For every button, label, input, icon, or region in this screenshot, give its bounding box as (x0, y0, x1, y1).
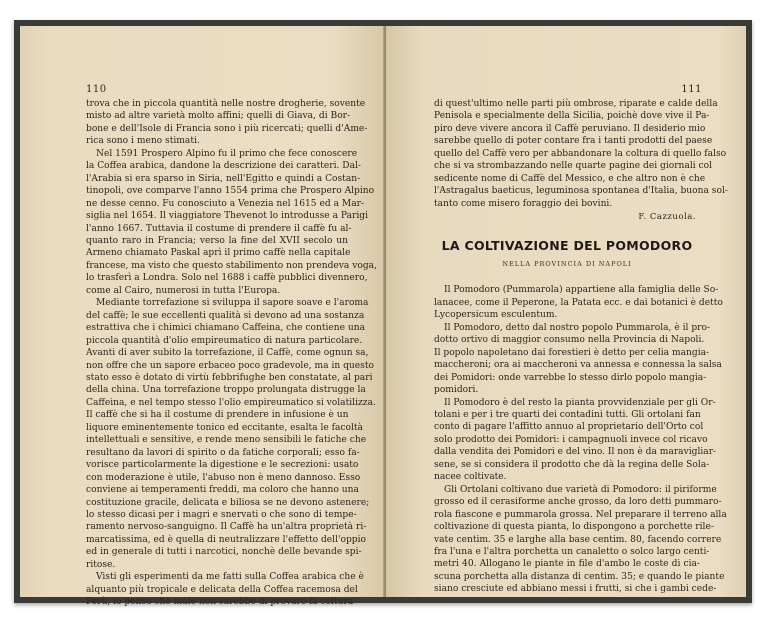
left-page (20, 26, 385, 608)
text-line: lanacee, come il Peperone, la Patata ecc. e dai botanici è detto (434, 297, 723, 308)
text-line: l'Arabia si era sparso in Siria, nell'Egitto e quindi a Costan- (86, 173, 361, 184)
paragraph-coffee-ending (434, 98, 728, 210)
right-page-text (434, 98, 728, 596)
text-line: rica sono i meno stimati. (86, 136, 200, 147)
text-line: della china. Una torrefazione troppo prolungata distrugge la (86, 385, 366, 396)
text-line: Il caffè che si ha il costume di prendere in infusione è un (86, 410, 349, 421)
text-line: ne desse cenno. Fu conosciuto a Venezia nel 1615 ed a Mar- (86, 198, 365, 209)
left-page-text (86, 98, 377, 609)
text-line: misto ad altre varietà molto affini; quelli di Giava, di Bor- (86, 111, 351, 122)
text-line: la Coffea arabica, dandone la descrizione dei caratteri. Dal- (86, 161, 361, 172)
text-line: Penisola e specialmente della Sicilia, poichè dove vive il Pa- (434, 111, 710, 122)
text-line: intellettuali e sensitive, e rende meno sensibili le fatiche che (86, 435, 367, 446)
text-line: ramento nervoso-sanguigno. Il Caffè ha un'altra proprietà ri- (86, 522, 367, 533)
text-line: di quest'ultimo nelle parti più ombrose, riparate e calde della (434, 99, 718, 109)
text-line: francese, ma visto che questo stabilimento non prendeva voga, (86, 260, 377, 271)
text-line: sedicente nome di Caffè del Messico, e che altro non è che (434, 173, 706, 184)
text-line: marcatissima, ed è quella di neutralizzare l'effetto dell'oppio (86, 534, 366, 545)
text-line: ed in generale di tutti i narcotici, nonchè delle bevande spi- (86, 547, 362, 558)
text-line: vate centim. 35 e larghe alla base centim. 80, facendo correre (434, 534, 722, 545)
text-line: Mediante torrefazione si sviluppa il sapore soave e l'aroma (96, 298, 369, 309)
text-line: Il Pomodoro, detto dal nostro popolo Pummarola, è il pro- (444, 322, 711, 333)
text-line: nacee coltivate. (434, 472, 507, 483)
text-line: piro deve vivere ancora il Caffè peruviano. Il desiderio mio (434, 123, 706, 134)
text-line: quello del Caffè vero per abbandonare la coltura di quello falso (434, 148, 727, 159)
text-line: sene, se si considera il prodotto che dà la regina delle Sola- (434, 459, 710, 470)
text-line: alquanto più tropicale e delicata della Coffea racemosa del (86, 584, 358, 595)
text-line: maccheroni; ora ai maccheroni va annessa e connessa la salsa (434, 360, 722, 371)
text-line: Gli Ortolani coltivano due varietà di Pomodoro: il piriforme (444, 484, 717, 495)
text-line: conviene ai temperamenti freddi, ma coloro che hanno una (86, 485, 359, 496)
text-line: del caffè; le sue eccellenti qualità si devono ad una sostanza (86, 310, 365, 321)
text-line: estrattiva che i chimici chiamano Caffeina, che contiene una (86, 323, 366, 334)
text-line: che si va strombazzando nelle quarte pagine dei giornali col (434, 161, 713, 172)
text-line: scuna porchetta alla distanza di centim. 35; e quando le piante (434, 571, 725, 582)
text-line: tolani e per i tre quarti dei contadini tutti. Gli ortolani fan (434, 409, 701, 420)
text-line: stato esso è dotato di virtù febbrifughe ben constatate, al pari (86, 372, 373, 383)
text-line: Caffeina, e nel tempo stesso l'olio empireumatico si volatilizza. (86, 397, 376, 408)
text-line: vorisce particolarmente la digestione e le secrezioni: usato (86, 460, 359, 471)
text-line: rola fiascone e pummarola grossa. Nel preparare il terreno alla (434, 509, 727, 520)
text-line: fra l'una e l'altra porchetta un canaletto o solco largo centi- (434, 546, 710, 557)
text-line: ritose. (86, 559, 116, 570)
author-signature: F. Cazzuola. (638, 212, 696, 223)
text-line: pomidori. (434, 385, 479, 396)
text-line: dei Pomidori: onde varrebbe lo stesso dirlo popolo mangia- (434, 372, 707, 383)
text-line: metri 40. Allogano le piante in file d'ambo le coste di cia- (434, 559, 700, 570)
text-line: costituzione gracile, delicata e biliosa se ne devono astenere; (86, 497, 370, 508)
text-line: coltivazione di questa pianta, lo dispongono a porchette rile- (434, 522, 714, 533)
text-line: l'Astragalus baeticus, leguminosa spontanea d'Italia, buona sol- (434, 186, 728, 197)
text-line: dotto ortivo di maggior consumo nella Provincia di Napoli. (434, 335, 705, 346)
text-line: dalla vendita dei Pomidori e del vino. Il non è da maravigliar- (434, 447, 717, 458)
right-page (386, 26, 746, 597)
text-line: l'anno 1667. Tuttavia il costume di prendere il caffè fu al- (86, 223, 352, 234)
text-line: siglia nel 1654. Il viaggiatore Thevenot lo introdusse a Parigi (86, 211, 368, 222)
text-line: Il Pomodoro è del resto la pianta provvidenziale per gli Or- (444, 397, 716, 408)
text-line: lo stesso dicasi per i magri e snervati o che sono di tempe- (86, 509, 357, 520)
text-line: Perù, io penso che male non sarebbe di provare la coltura (86, 597, 354, 608)
article-title: LA COLTIVAZIONE DEL POMODORO (441, 237, 693, 253)
text-line: tinopoli, ove comparve l'anno 1554 prima che Prospero Alpino (86, 186, 375, 197)
text-line: Armeno chiamato Paskal aprì il primo caffè nella capitale (86, 248, 351, 259)
text-line: Visti gli esperimenti da me fatti sulla Coffea arabica che è (96, 572, 364, 583)
text-line: Il Pomodoro (Pummarola) appartiene alla famiglia delle So- (444, 285, 719, 296)
text-line: come al Cairo, numerosi in tutta l'Europa. (86, 285, 281, 296)
text-line: conto di pagare l'affitto annuo al proprietario dell'Orto col (434, 422, 704, 433)
text-line: Nel 1591 Prospero Alpino fu il primo che fece conoscere (96, 148, 358, 159)
text-line: lo trasferì a Londra. Solo nel 1688 i caffè pubblici divennero, (86, 273, 368, 284)
text-line: resultano da lavori di spirito o da fatiche corporali; esso fa- (86, 447, 360, 458)
text-line: trova che in piccola quantità nelle nostre drogherie, sovente (86, 99, 366, 109)
article-body (434, 284, 727, 595)
page-number-left: 110 (86, 84, 107, 95)
text-line: quanto raro in Francia; verso la fine del XVII secolo un (86, 235, 348, 246)
text-line: bone e dell'Isole di Francia sono i più ricercati; quelli d'Ame- (86, 123, 368, 134)
text-line: non offre che un sapore erbaceo poco gradevole, ma in questo (86, 360, 374, 371)
article-heading (434, 237, 700, 271)
text-line: Lycopersicum esculentum. (434, 310, 558, 321)
text-line: liquore eminentemente tonico ed eccitante, esalta le facoltà (86, 422, 363, 433)
open-book (14, 20, 752, 608)
text-line: tanto come misero foraggio dei bovini. (434, 198, 613, 209)
article-subtitle: NELLA PROVINCIA DI NAPOLI (502, 259, 632, 268)
text-line: sarebbe quello di poter contare fra i tanti prodotti del paese (434, 136, 713, 147)
text-line: siano cresciute ed abbiano messi i frutti, si che i gambi cede- (434, 584, 717, 595)
text-line: piccola quantità d'olio empireumatico di natura particolare. (86, 335, 363, 346)
text-line: grosso ed il cerasiforme anche grosso, da loro detti pummaro- (434, 497, 722, 508)
page-number-right: 111 (681, 84, 702, 95)
text-line: con moderazione è utile, l'abuso non è meno dannoso. Esso (86, 472, 361, 483)
text-line: Il popolo napoletano dai forestieri è detto per celia mangia- (434, 347, 710, 358)
text-line: solo prodotto dei Pomidori: i campagnuoli invece col ricavo (434, 434, 708, 445)
text-line: Avanti di aver subito la torrefazione, il Caffè, come ognun sa, (86, 348, 369, 359)
